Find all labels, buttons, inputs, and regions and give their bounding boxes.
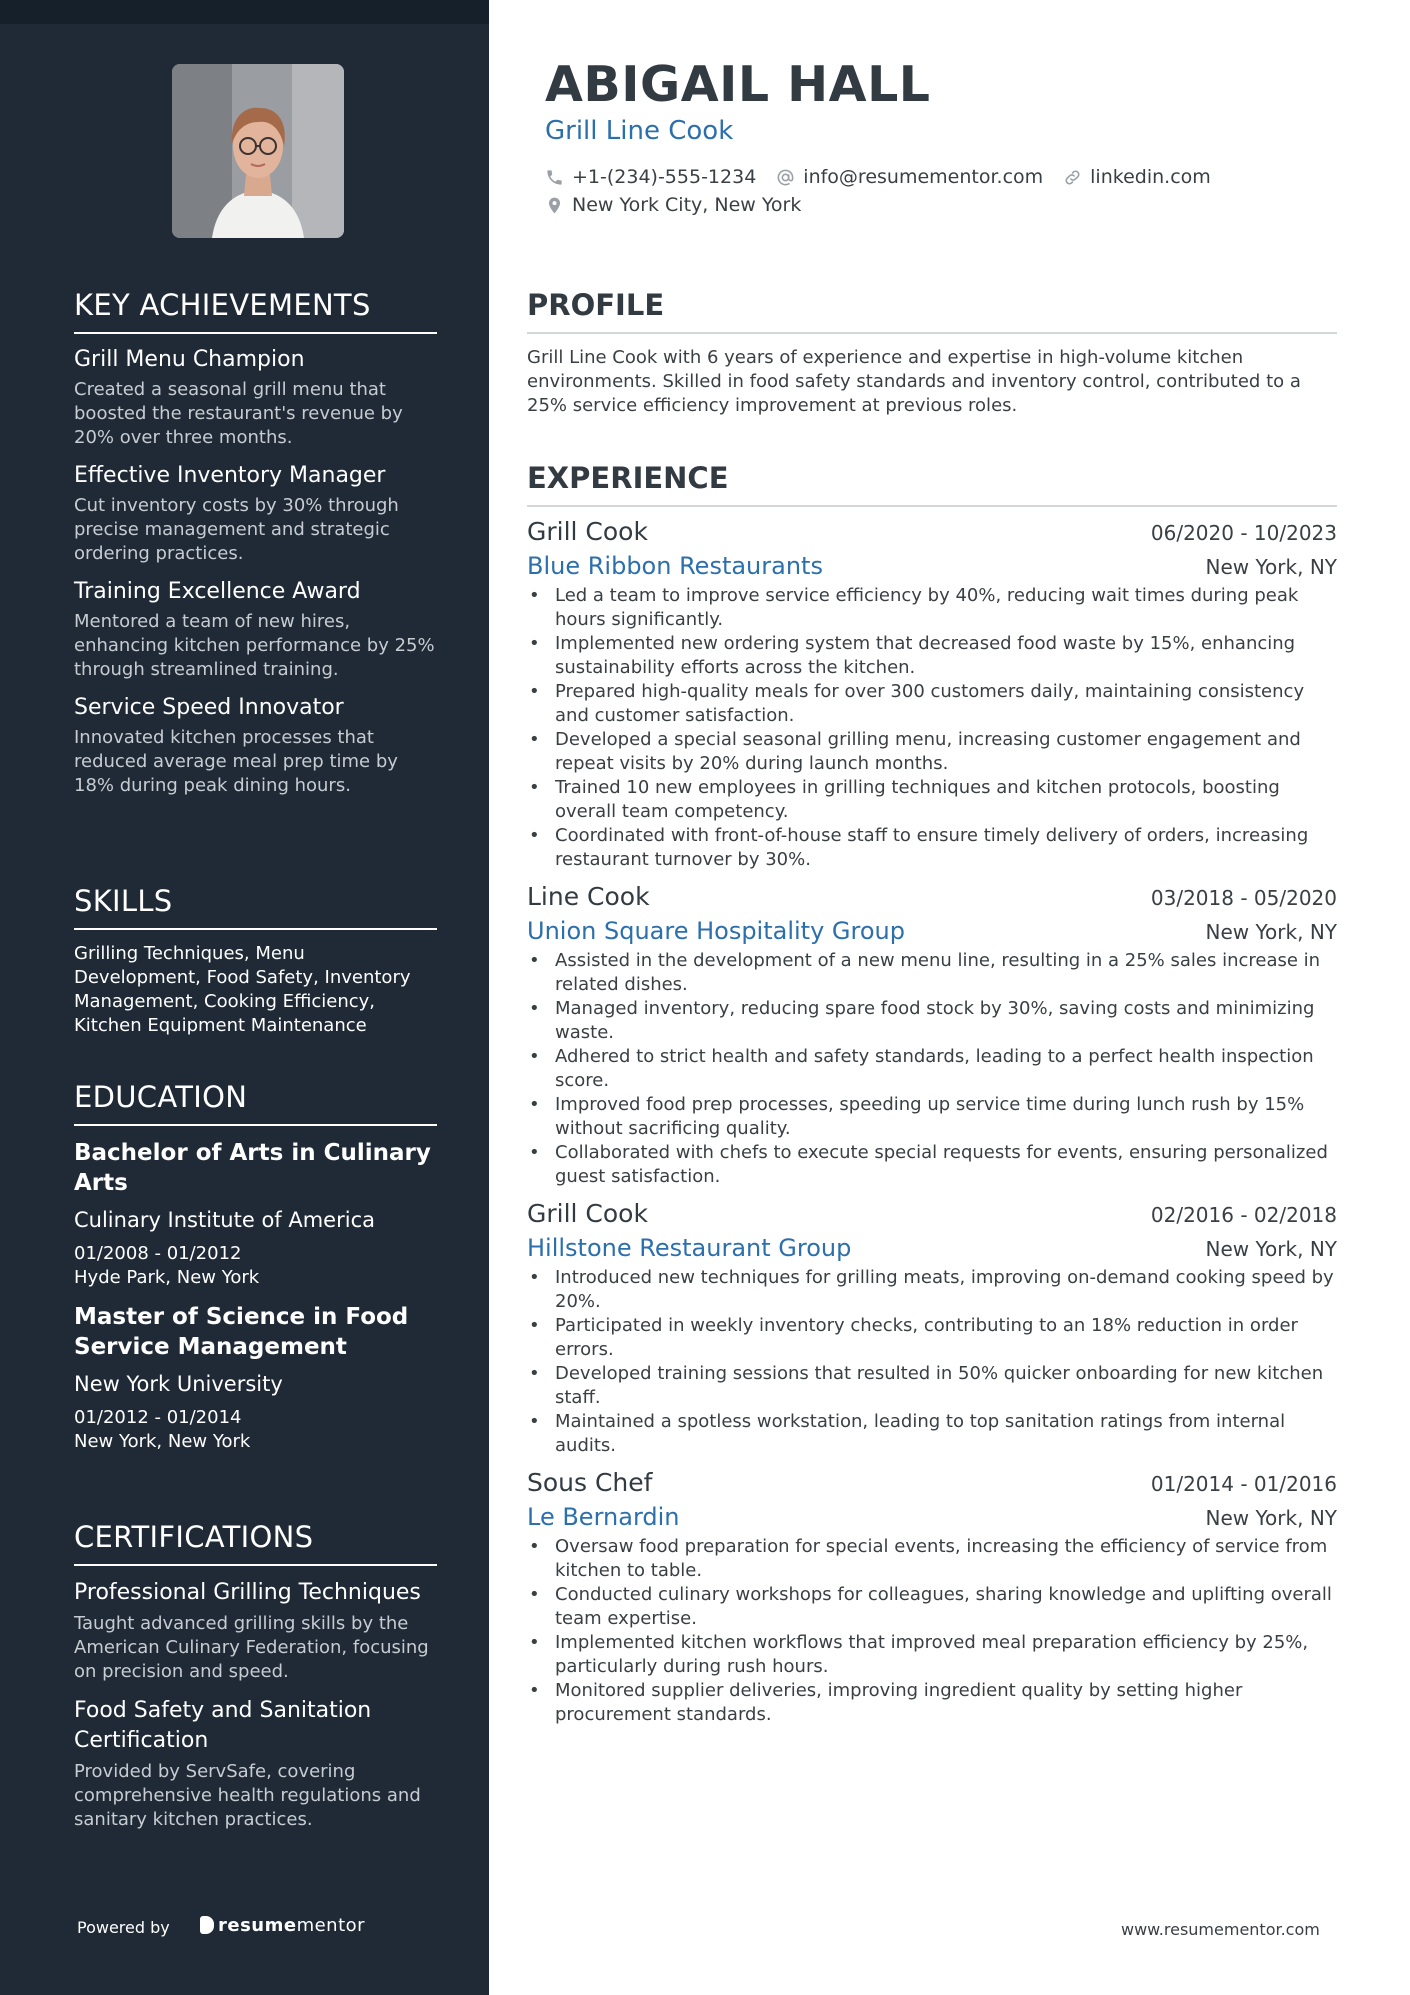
job-dates: 01/2014 - 01/2016 bbox=[1150, 1472, 1337, 1496]
education-item bbox=[74, 1302, 437, 1454]
bullet-item: • Managed inventory, reducing spare food stock by 30%, saving costs and minimizing waste. bbox=[527, 997, 1337, 1045]
location-text: New York City, New York bbox=[572, 194, 802, 216]
contact-email[interactable] bbox=[776, 166, 1043, 188]
bullet-item: • Participated in weekly inventory checks, contributing to an 18% reduction in order errors. bbox=[527, 1314, 1337, 1362]
bullet-item: • Introduced new techniques for grilling meats, improving on-demand cooking speed by 20%. bbox=[527, 1266, 1337, 1314]
experience-section bbox=[527, 461, 1337, 1727]
bullet-item: • Collaborated with chefs to execute special requests for events, ensuring personalized guest satisfaction. bbox=[527, 1141, 1337, 1189]
bullet-item: • Adhered to strict health and safety standards, leading to a perfect health inspection score. bbox=[527, 1045, 1337, 1093]
job-bullets bbox=[527, 584, 1337, 872]
achievement-desc: Mentored a team of new hires, enhancing kitchen performance by 25% through streamlined training. bbox=[74, 611, 435, 680]
bullet-item: • Oversaw food preparation for special events, increasing the efficiency of service from kitchen to table. bbox=[527, 1535, 1337, 1583]
job-location: New York, NY bbox=[1205, 1506, 1337, 1530]
powered-by-label: Powered by bbox=[77, 1918, 170, 1937]
education-meta bbox=[74, 1242, 437, 1290]
bullet-item: • Prepared high-quality meals for over 300 customers daily, maintaining consistency and customer satisfaction. bbox=[527, 680, 1337, 728]
skills-heading: SKILLS bbox=[74, 884, 437, 930]
candidate-name: ABIGAIL HALL bbox=[545, 56, 931, 113]
job-dates: 03/2018 - 05/2020 bbox=[1150, 886, 1337, 910]
job-title: Sous Chef bbox=[527, 1468, 653, 1497]
main-content bbox=[527, 0, 1337, 1995]
company-name: Hillstone Restaurant Group bbox=[527, 1234, 852, 1262]
company-name: Blue Ribbon Restaurants bbox=[527, 552, 823, 580]
linkedin-text: linkedin.com bbox=[1090, 166, 1211, 188]
bullet-item: • Coordinated with front-of-house staff to ensure timely delivery of orders, increasing restaurant turnover by 30%. bbox=[527, 824, 1337, 872]
bullet-item: • Maintained a spotless workstation, leading to top sanitation ratings from internal audits. bbox=[527, 1410, 1337, 1458]
education-school: Culinary Institute of America bbox=[74, 1208, 375, 1232]
job-location: New York, NY bbox=[1205, 1237, 1337, 1261]
certification-desc: Taught advanced grilling skills by the American Culinary Federation, focusing on precision and speed. bbox=[74, 1613, 429, 1682]
education-section bbox=[74, 1080, 437, 1454]
education-degree: Bachelor of Arts in Culinary Arts bbox=[74, 1140, 431, 1196]
certification-title: Food Safety and Sanitation Certification bbox=[74, 1698, 372, 1753]
job-title: Line Cook bbox=[527, 882, 650, 911]
education-location: New York, New York bbox=[74, 1431, 251, 1452]
job-header bbox=[527, 1199, 1337, 1228]
job-header bbox=[527, 517, 1337, 546]
bullet-item: • Led a team to improve service efficiency by 40%, reducing wait times during peak hours significantly. bbox=[527, 584, 1337, 632]
certification-item bbox=[74, 1578, 437, 1684]
achievement-item bbox=[74, 579, 437, 682]
skills-text: Grilling Techniques, Menu Development, Food Safety, Inventory Management, Cooking Efficiency, Kitchen Equipment Maintenance bbox=[74, 943, 411, 1036]
link-icon bbox=[1063, 168, 1082, 187]
profile-text: Grill Line Cook with 6 years of experience and expertise in high-volume kitchen environments. Skilled in food safety standards and inventory control, contributed to a 25% service efficiency improvement at previous roles. bbox=[527, 347, 1301, 416]
certification-title: Professional Grilling Techniques bbox=[74, 1580, 421, 1605]
brand-logo[interactable] bbox=[200, 1915, 365, 1936]
sidebar-top-strip bbox=[0, 0, 489, 24]
education-meta bbox=[74, 1406, 437, 1454]
education-item bbox=[74, 1138, 437, 1290]
achievement-title: Effective Inventory Manager bbox=[74, 463, 386, 488]
job-bullets bbox=[527, 1535, 1337, 1727]
brand-mark-icon bbox=[200, 1916, 214, 1934]
job-entry bbox=[527, 517, 1337, 872]
education-heading: EDUCATION bbox=[74, 1080, 437, 1126]
education-degree: Master of Science in Food Service Management bbox=[74, 1304, 409, 1360]
job-subheader bbox=[527, 1503, 1337, 1531]
job-dates: 06/2020 - 10/2023 bbox=[1150, 521, 1337, 545]
company-name: Le Bernardin bbox=[527, 1503, 680, 1531]
achievements-heading: KEY ACHIEVEMENTS bbox=[74, 288, 437, 334]
job-subheader bbox=[527, 917, 1337, 945]
job-bullets bbox=[527, 949, 1337, 1189]
bullet-item: • Conducted culinary workshops for colleagues, sharing knowledge and uplifting overall team expertise. bbox=[527, 1583, 1337, 1631]
achievement-title: Training Excellence Award bbox=[74, 579, 361, 604]
certification-desc: Provided by ServSafe, covering comprehensive health regulations and sanitary kitchen practices. bbox=[74, 1761, 421, 1830]
job-header bbox=[527, 882, 1337, 911]
achievement-item bbox=[74, 463, 437, 566]
job-entry bbox=[527, 882, 1337, 1189]
bullet-item: • Developed training sessions that resulted in 50% quicker onboarding for new kitchen staff. bbox=[527, 1362, 1337, 1410]
achievement-item bbox=[74, 695, 437, 798]
contact-info bbox=[545, 163, 1231, 219]
job-dates: 02/2016 - 02/2018 bbox=[1150, 1203, 1337, 1227]
skills-section bbox=[74, 884, 437, 1038]
profile-photo bbox=[172, 64, 344, 238]
profile-heading: PROFILE bbox=[527, 288, 1337, 334]
contact-row bbox=[545, 191, 1231, 219]
email-text: info@resumementor.com bbox=[803, 166, 1044, 188]
brand-name-bold: resume bbox=[218, 1915, 297, 1936]
achievement-desc: Created a seasonal grill menu that boosted the restaurant's revenue by 20% over three months. bbox=[74, 379, 403, 448]
job-title: Grill Cook bbox=[527, 1199, 648, 1228]
bullet-item: • Assisted in the development of a new menu line, resulting in a 25% sales increase in related dishes. bbox=[527, 949, 1337, 997]
job-title: Grill Cook bbox=[527, 517, 648, 546]
job-subheader bbox=[527, 552, 1337, 580]
achievement-desc: Innovated kitchen processes that reduced average meal prep time by 18% during peak dining hours. bbox=[74, 727, 398, 796]
location-pin-icon bbox=[545, 196, 564, 215]
bullet-item: • Developed a special seasonal grilling menu, increasing customer engagement and repeat visits by 20% during launch months. bbox=[527, 728, 1337, 776]
footer-url-link[interactable]: www.resumementor.com bbox=[1121, 1920, 1320, 1939]
contact-phone[interactable] bbox=[545, 166, 756, 188]
education-location: Hyde Park, New York bbox=[74, 1267, 260, 1288]
job-bullets bbox=[527, 1266, 1337, 1458]
achievement-title: Service Speed Innovator bbox=[74, 695, 344, 720]
certification-item bbox=[74, 1696, 437, 1832]
job-entry bbox=[527, 1468, 1337, 1727]
contact-linkedin[interactable] bbox=[1063, 166, 1211, 188]
candidate-title: Grill Line Cook bbox=[545, 116, 734, 146]
job-location: New York, NY bbox=[1205, 555, 1337, 579]
profile-section bbox=[527, 288, 1337, 418]
certifications-heading: CERTIFICATIONS bbox=[74, 1520, 437, 1566]
sidebar bbox=[0, 0, 489, 1995]
at-icon bbox=[776, 168, 795, 187]
contact-row bbox=[545, 163, 1231, 191]
achievement-title: Grill Menu Champion bbox=[74, 347, 305, 372]
certifications-section bbox=[74, 1520, 437, 1832]
brand-name-light: mentor bbox=[296, 1915, 366, 1936]
experience-heading: EXPERIENCE bbox=[527, 461, 1337, 507]
job-subheader bbox=[527, 1234, 1337, 1262]
job-header bbox=[527, 1468, 1337, 1497]
bullet-item: • Implemented kitchen workflows that improved meal preparation efficiency by 25%, particularly during rush hours. bbox=[527, 1631, 1337, 1679]
education-dates: 01/2008 - 01/2012 bbox=[74, 1243, 242, 1264]
phone-text: +1-(234)-555-1234 bbox=[572, 166, 757, 188]
bullet-item: • Improved food prep processes, speeding up service time during lunch rush by 15% without sacrificing quality. bbox=[527, 1093, 1337, 1141]
job-entry bbox=[527, 1199, 1337, 1458]
achievements-section bbox=[74, 288, 437, 798]
bullet-item: • Implemented new ordering system that decreased food waste by 15%, enhancing sustainability efforts across the kitchen. bbox=[527, 632, 1337, 680]
contact-location bbox=[545, 194, 801, 216]
education-school: New York University bbox=[74, 1372, 283, 1396]
achievement-item bbox=[74, 347, 437, 450]
company-name: Union Square Hospitality Group bbox=[527, 917, 905, 945]
bullet-item: • Trained 10 new employees in grilling techniques and kitchen protocols, boosting overall team competency. bbox=[527, 776, 1337, 824]
achievement-desc: Cut inventory costs by 30% through precise management and strategic ordering practices. bbox=[74, 495, 399, 564]
job-location: New York, NY bbox=[1205, 920, 1337, 944]
bullet-item: • Monitored supplier deliveries, improving ingredient quality by setting higher procurement standards. bbox=[527, 1679, 1337, 1727]
phone-icon bbox=[545, 168, 564, 187]
education-dates: 01/2012 - 01/2014 bbox=[74, 1407, 242, 1428]
